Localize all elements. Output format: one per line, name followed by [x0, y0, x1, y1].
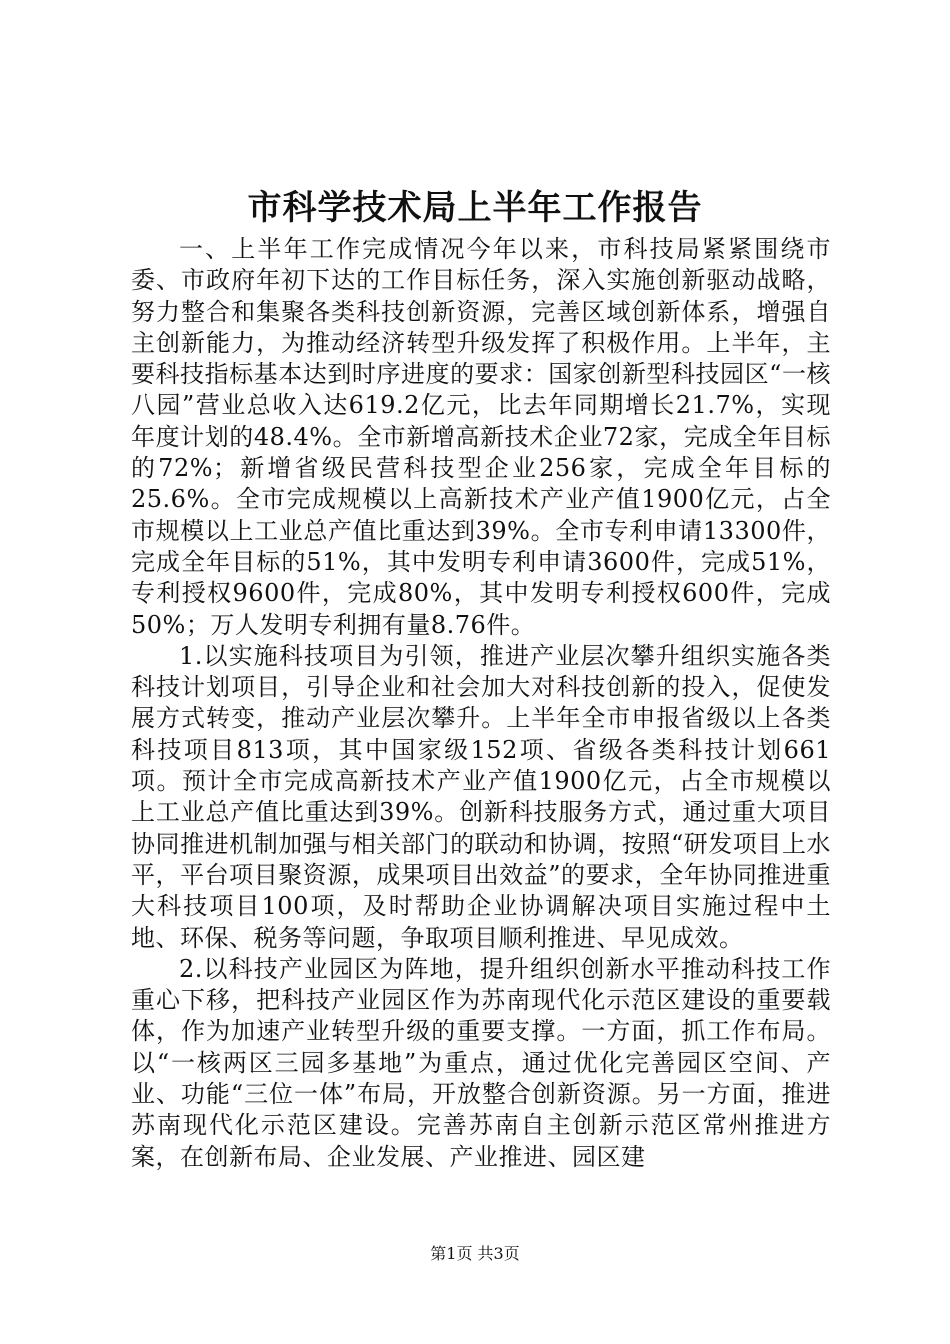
page-indicator: 第1页 共3页 — [430, 1244, 520, 1263]
document-title: 市科学技术局上半年工作报告 — [247, 188, 703, 228]
paragraph-parks: 2.以科技产业园区为阵地，提升组织创新水平推动科技工作重心下移，把科技产业园区作为苏南现代化示范区建设的重要载体，作为加速产业转型升级的重要支撑。一方面，抓工作布局。以“一核两区三园多基地”为重点，通过优化完善园区空间、产业、功能“三位一体”布局，开放整合创新资源。另一方面，推进苏南现代化示范区建设。完善苏南自主创新示范区常州推进方案，在创新布局、企业发展、产业推进、园区建 — [131, 954, 831, 1171]
document-body — [131, 234, 831, 1173]
paragraph-overview: 一、上半年工作完成情况今年以来，市科技局紧紧围绕市委、市政府年初下达的工作目标任务，深入实施创新驱动战略，努力整合和集聚各类科技创新资源，完善区域创新体系，增强自主创新能力，为推动经济转型升级发挥了积极作用。上半年，主要科技指标基本达到时序进度的要求：国家创新型科技园区“一核八园”营业总收入达619.2亿元，比去年同期增长21.7%，实现年度计划的48.4%。全市新增高新技术企业72家，完成全年目标的72%；新增省级民营科技型企业256家，完成全年目标的25.6%。全市完成规模以上高新技术产业产值1900亿元，占全市规模以上工业总产值比重达到39%。全市专利申请13300件，完成全年目标的51%，其中发明专利申请3600件，完成51%，专利授权9600件，完成80%，其中发明专利授权600件，完成50%；万人发明专利拥有量8.76件。 — [131, 235, 831, 639]
paragraph-projects: 1.以实施科技项目为引领，推进产业层次攀升组织实施各类科技计划项目，引导企业和社会加大对科技创新的投入，促使发展方式转变，推动产业层次攀升。上半年全市申报省级以上各类科技项目813项，其中国家级152项、省级各类科技计划661项。预计全市完成高新技术产业产值1900亿元，占全市规模以上工业总产值比重达到39%。创新科技服务方式，通过重大项目协同推进机制加强与相关部门的联动和协调，按照“研发项目上水平，平台项目聚资源，成果项目出效益”的要求，全年协同推进重大科技项目100项，及时帮助企业协调解决项目实施过程中土地、环保、税务等问题，争取项目顺利推进、早见成效。 — [131, 641, 831, 952]
